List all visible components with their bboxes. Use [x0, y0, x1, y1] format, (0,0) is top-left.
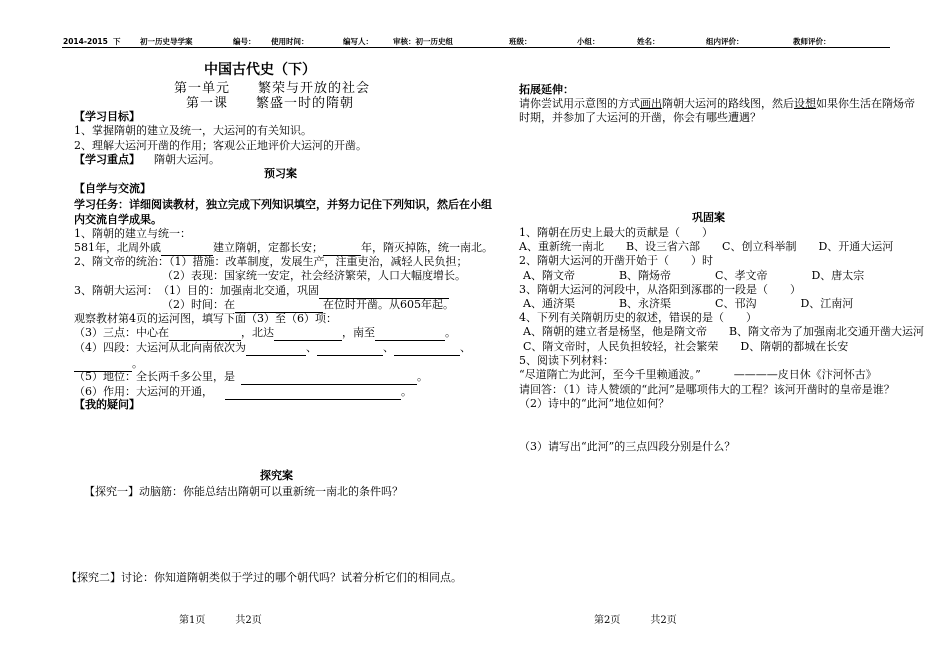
- question-8: （6）作用：大运河的开通， 。: [74, 385, 412, 398]
- q3-part-c: 在位时开凿。从605年起。: [323, 298, 454, 311]
- goal-2: 2、理解大运河开凿的作用；客观公正地评价大运河的开凿。: [74, 139, 367, 152]
- goals-heading: 【学习目标】: [74, 110, 140, 123]
- question-4: 观察教材第4页的运河图，填写下面（3）至（6）项：: [74, 312, 337, 325]
- q3-part-a: 3、隋朝大运河： （1）目的：加强南北交通，巩固: [74, 284, 319, 297]
- c-question-1: 1、隋朝在历史上最大的贡献是（ ）: [519, 226, 713, 239]
- question-7: （5）地位：全长两千多公里，是 。: [74, 370, 428, 383]
- question-2b: （2）表现：国家统一安定，社会经济繁荣，人口大幅度增长。: [162, 269, 466, 282]
- c-question-3: 3、隋朝大运河的河段中，从洛阳到涿郡的一段是（ ）: [519, 283, 801, 296]
- header-teacher-eval: 教师评价：: [793, 37, 831, 46]
- header-time: 使用时间：: [271, 37, 309, 46]
- question-6: （4）四段：大运河从北向南依次为 、 、 、: [74, 341, 471, 354]
- ext-part-c: 如果你生活在隋炀帝: [816, 97, 915, 110]
- q1-part-a: 581年，北周外戚: [74, 241, 161, 254]
- key-text: 隋朝大运河。: [154, 153, 220, 166]
- c-question-5: 5、阅读下列材料：: [519, 354, 614, 367]
- header-group-eval: 组内评价：: [706, 37, 744, 46]
- blank[interactable]: [246, 344, 306, 356]
- c-options-2: A、隋文帝 B、隋炀帝 C、孝文帝 D、唐太宗: [523, 269, 865, 282]
- page-title: 中国古代史（下）: [204, 62, 316, 78]
- self-study-heading: 【自学与交流】: [74, 182, 151, 195]
- explore-2: [66, 570, 462, 586]
- q7-text: （5）地位：全长两千多公里，是: [74, 370, 235, 383]
- q1-part-b: 建立隋朝，定都长安；: [213, 241, 323, 254]
- task-line-2: 内交流自学成果。: [74, 213, 162, 226]
- page-number-left: 第1页 共2页: [179, 615, 262, 626]
- preview-heading: 预习案: [264, 167, 297, 180]
- header-divider: [62, 47, 890, 48]
- header-term: 下: [113, 37, 121, 46]
- question-5: [74, 325, 456, 341]
- unit-title: 第一单元 繁荣与开放的社会: [174, 81, 371, 96]
- key-heading: 【学习重点】: [74, 153, 140, 166]
- ext-underline-2: 设想: [794, 97, 816, 110]
- header-reviewer: 审核：初一历史组: [393, 37, 453, 46]
- question-2: 2、隋文帝的统治：（1）措施：改革制度，发展生产，注重吏治，减轻人民负担；: [74, 255, 468, 268]
- q5-part-b: ，北达: [241, 326, 274, 339]
- header-class: 班级：: [509, 37, 532, 46]
- c-question-4: 4、下列有关隋朝历史的叙述，错误的是（ ）: [519, 311, 757, 324]
- header-author: 编写人：: [343, 37, 373, 46]
- explore-2-text: 讨论：你知道隋朝类似于学过的哪个朝代吗？试着分析它们的相同点。: [121, 571, 462, 584]
- header-subject: 初一历史导学案: [140, 37, 193, 46]
- q8-text: （6）作用：大运河的开通，: [74, 385, 213, 398]
- extension-heading: 拓展延伸：: [519, 83, 574, 96]
- blank[interactable]: [394, 344, 460, 356]
- page-number-right: 第2页 共2页: [594, 615, 677, 626]
- q5-part-c: ，南至: [342, 326, 375, 339]
- c-options-4b: C、隋文帝时，人民负担较轻，社会繁荣 D、隋朝的都城在长安: [523, 340, 849, 353]
- extension-line-2: 时期，并参加了大运河的开凿，你会有哪些遭遇？: [519, 111, 761, 124]
- blank[interactable]: [225, 388, 401, 400]
- lesson-title: 第一课 繁盛一时的隋朝: [186, 96, 355, 111]
- q1-part-c: 年，隋灭掉陈，统一南北。: [361, 241, 493, 254]
- c-answer-1: 请回答：（1）诗人赞颂的“此河”是哪项伟大的工程？该河开凿时的皇帝是谁？: [519, 383, 895, 396]
- q5-part-d: 。: [445, 326, 456, 339]
- explore-heading: 探究案: [260, 469, 293, 482]
- doubt-heading: 【我的疑问】: [74, 398, 140, 411]
- blank[interactable]: [317, 344, 383, 356]
- explore-1-label: 【探究一】: [84, 485, 139, 498]
- header-name: 姓名：: [637, 37, 660, 46]
- q5-part-a: （3）三点：中心在: [74, 326, 169, 339]
- consolidate-heading: 巩固案: [692, 211, 725, 224]
- c-question-2: 2、隋朝大运河的开凿开始于（ ）时: [519, 254, 713, 267]
- explore-1-text: 动脑筋：你能总结出隋朝可以重新统一南北的条件吗？: [139, 485, 403, 498]
- c-answer-2: （2）诗中的“此河”地位如何？: [519, 397, 670, 410]
- c-quote: “尽道隋亡为此河，至今千里赖通波。” ————皮日休《汴河怀古》: [519, 368, 877, 381]
- header-group: 小组：: [577, 37, 600, 46]
- ext-part-b: 隋朝大运河的路线图，然后: [662, 97, 794, 110]
- c-options-1: A、重新统一南北 B、设三省六部 C、创立科举制 D、开通大运河: [519, 240, 894, 253]
- page-header: [0, 34, 950, 48]
- explore-1: [84, 484, 403, 500]
- q6-text: （4）四段：大运河从北向南依次为: [74, 341, 246, 354]
- q3-part-b: （2）时间：在: [162, 298, 235, 311]
- ext-part-a: 请你尝试用示意图的方式: [519, 97, 640, 110]
- ext-underline-1: 画出: [640, 97, 662, 110]
- c-options-4a: A、隋朝的建立者是杨坚，他是隋文帝 B、隋文帝为了加强南北交通开凿大运河: [523, 325, 925, 338]
- header-code: 编号：: [233, 37, 256, 46]
- task-line-1: 学习任务：详细阅读教材，独立完成下列知识填空，并努力记住下列知识，然后在小组: [74, 198, 492, 211]
- explore-2-label: 【探究二】: [66, 571, 121, 584]
- c-options-3: A、通济渠 B、永济渠 C、邗沟 D、江南河: [523, 297, 854, 310]
- question-1: 1、隋朝的建立与统一：: [74, 227, 191, 240]
- goal-1: 1、掌握隋朝的建立及统一，大运河的有关知识。: [74, 124, 312, 137]
- c-answer-3: （3）请写出“此河”的三点四段分别是什么？: [519, 440, 736, 453]
- header-year: 2014-2015: [63, 37, 108, 46]
